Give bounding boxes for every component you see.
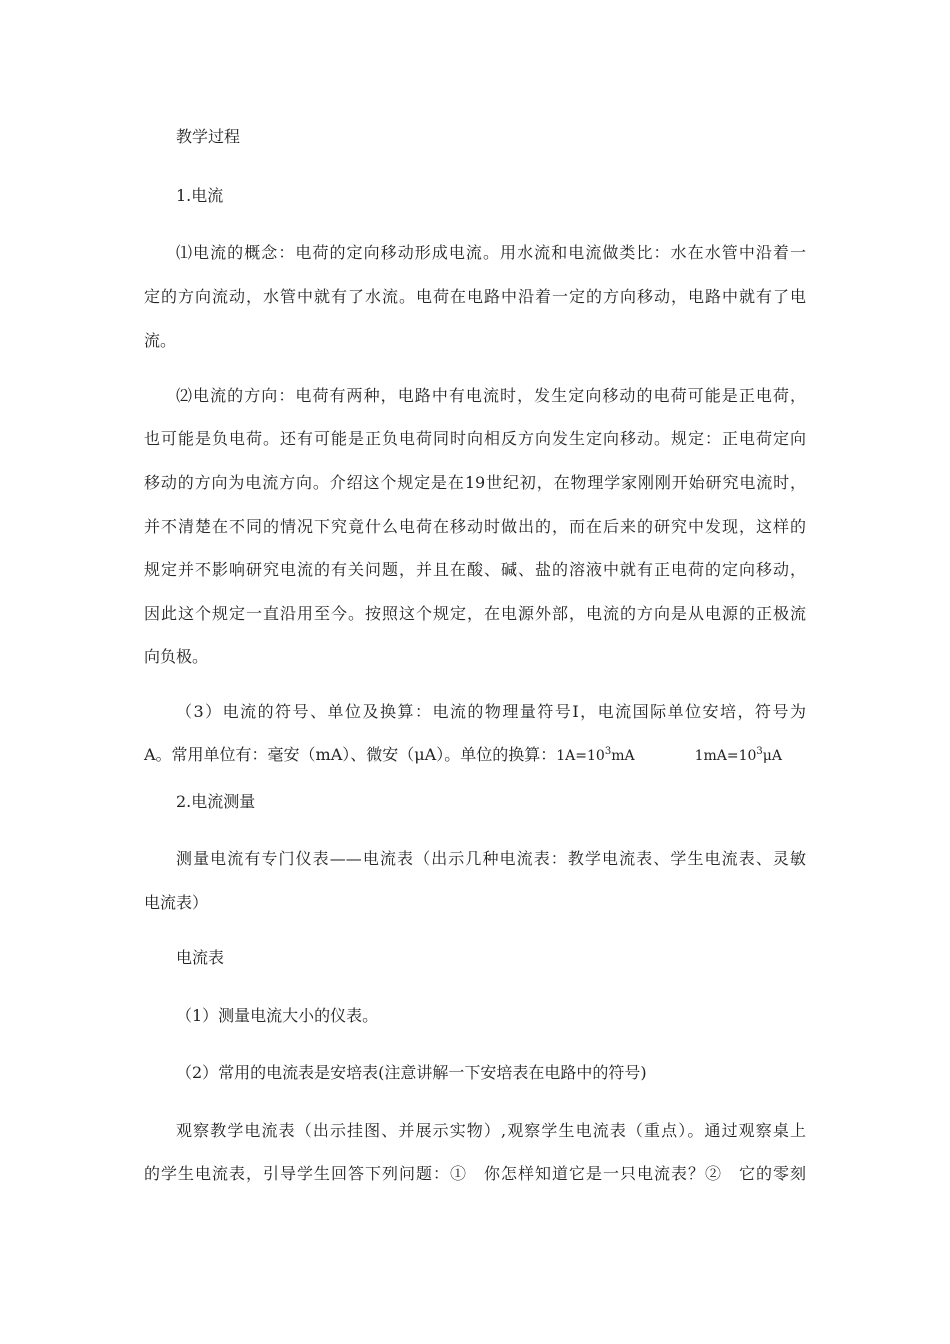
paragraph-line: 的学生电流表，引导学生回答下列问题：① 你怎样知道它是一只电流表？② 它的零刻 — [144, 1164, 806, 1183]
paragraph-line: 电流表） — [144, 893, 209, 912]
paragraph-line: 测量电流有专门仪表——电流表（出示几种电流表：教学电流表、学生电流表、灵敏 — [176, 849, 806, 868]
paragraph-line: ⑵电流的方向：电荷有两种，电路中有电流时，发生定向移动的电荷可能是正电荷， — [176, 386, 806, 405]
paragraph-line: 规定并不影响研究电流的有关问题，并且在酸、碱、盐的溶液中就有正电荷的定向移动， — [144, 560, 806, 579]
section-heading-current: 1.电流 — [176, 186, 224, 205]
ammeter-heading: 电流表 — [176, 948, 225, 967]
paragraph-line: 向负极。 — [144, 647, 209, 666]
paragraph-line: 并不清楚在不同的情况下究竟什么电荷在移动时做出的，而在后来的研究中发现，这样的 — [144, 517, 806, 536]
list-item: （1）测量电流大小的仪表。 — [176, 1006, 379, 1025]
conversion-ma-ua: $1mA=10^3\mu A$ — [694, 746, 783, 764]
unit-text: A。常用单位有：毫安（mA）、微安（μA）。单位的换算： — [144, 745, 557, 764]
list-item: （2）常用的电流表是安培表(注意讲解一下安培表在电路中的符号) — [176, 1063, 647, 1082]
paragraph-line: 移动的方向为电流方向。介绍这个规定是在19世纪初，在物理学家刚刚开始研究电流时， — [144, 473, 806, 492]
unit-conversion-line — [144, 744, 806, 766]
conversion-a-ma: $1A=10^3mA$ — [556, 746, 635, 764]
paragraph-line: （3）电流的符号、单位及换算：电流的物理量符号I，电流国际单位安培，符号为 — [176, 702, 806, 721]
paragraph-line: 定的方向流动，水管中就有了水流。电荷在电路中沿着一定的方向移动，电路中就有了电 — [144, 287, 806, 306]
section-heading-measurement: 2.电流测量 — [176, 792, 256, 811]
paragraph-line: 因此这个规定一直沿用至今。按照这个规定，在电源外部，电流的方向是从电源的正极流 — [144, 604, 806, 623]
paragraph-line: ⑴电流的概念：电荷的定向移动形成电流。用水流和电流做类比：水在水管中沿着一 — [176, 243, 806, 262]
paragraph-line: 流。 — [144, 331, 177, 350]
paragraph-line: 观察教学电流表（出示挂图、并展示实物）,观察学生电流表（重点）。通过观察桌上 — [176, 1121, 806, 1140]
section-title: 教学过程 — [176, 127, 241, 146]
paragraph-line: 也可能是负电荷。还有可能是正负电荷同时向相反方向发生定向移动。规定：正电荷定向 — [144, 429, 806, 448]
